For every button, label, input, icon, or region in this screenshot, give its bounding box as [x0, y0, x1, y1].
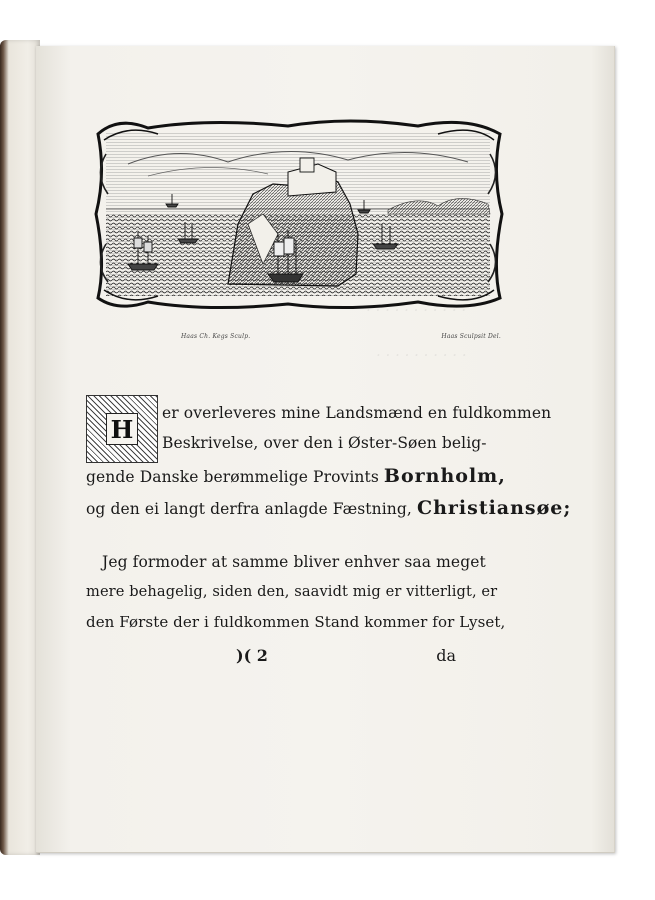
show-through-text: · · · · · · · · · · — [376, 346, 467, 364]
text-line-1: er overleveres mine Landsmænd en fuldkommen — [162, 404, 552, 422]
decorated-initial — [86, 395, 158, 463]
signature-mark: )( 2 — [236, 646, 268, 665]
left-page-edge — [0, 40, 40, 855]
harbor-engraving — [88, 114, 508, 314]
bornholm-word: Bornholm, — [383, 465, 506, 487]
christiansoe-word: Christiansøe; — [416, 497, 572, 519]
text-line-3-start: gende Danske berømmelige Provints — [86, 468, 384, 486]
page-footer — [86, 646, 456, 668]
text-line-5: Jeg formoder at samme bliver enhver saa meget — [102, 553, 486, 571]
engraver-credit-left: Haas Ch. Kegs Sculp. — [181, 333, 251, 340]
text-line-3 — [86, 465, 506, 487]
book — [0, 30, 620, 860]
text-line-7: den Første der i fuldkommen Stand kommer for Lyset, — [86, 613, 506, 631]
text-line-2: Beskrivelse, over den i Øster-Søen belig- — [162, 434, 487, 452]
text-line-4-start: og den ei langt derfra anlagde Fæstning, — [86, 500, 417, 518]
right-page — [36, 46, 615, 853]
text-line-4 — [86, 497, 571, 519]
engraver-credit-right: Haas Sculpsit Del. — [441, 333, 501, 340]
show-through-text: · · · · · · · · · · · — [366, 301, 467, 319]
engraving-caption — [181, 333, 501, 343]
initial-letter: H — [106, 413, 138, 445]
text-line-6: mere behagelig, siden den, saavidt mig er vitterligt, er — [86, 583, 498, 600]
catchword: da — [436, 646, 456, 665]
